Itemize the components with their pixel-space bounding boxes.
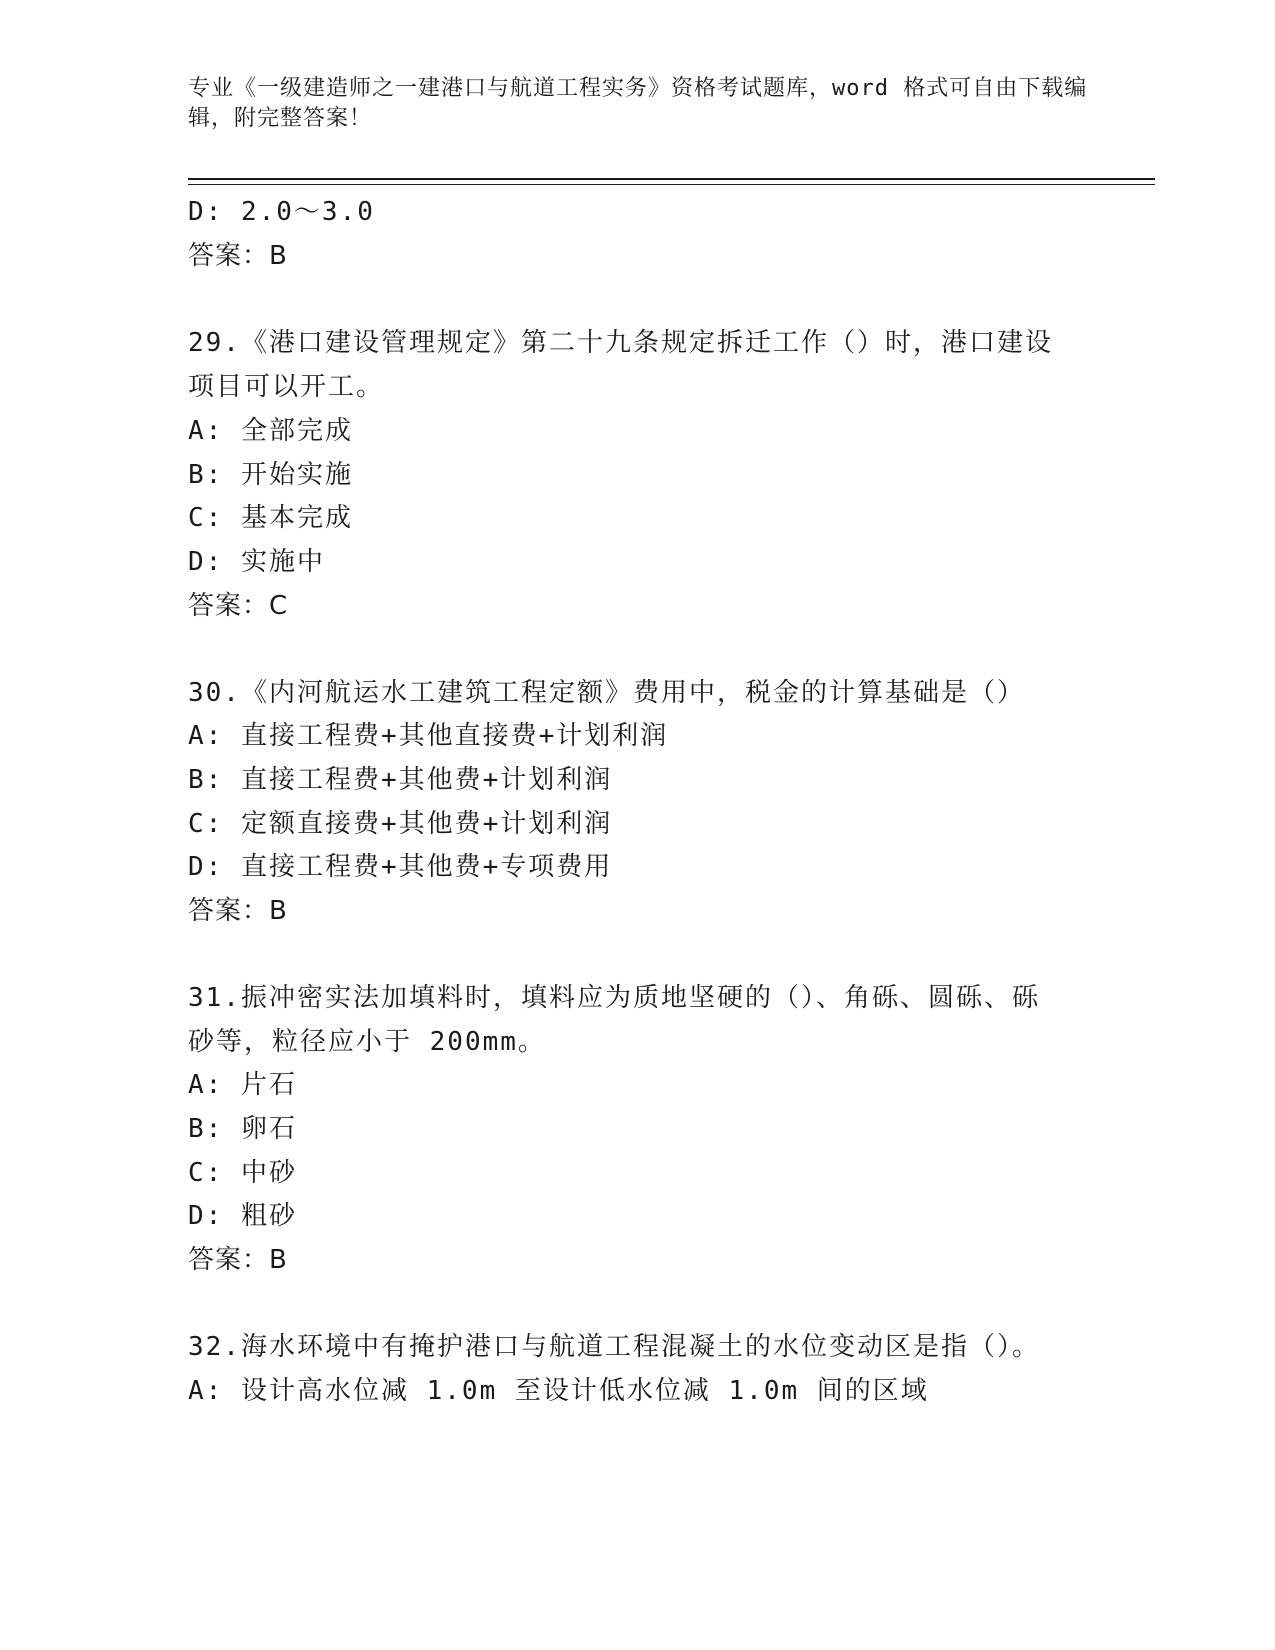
q30-option-d: D: 直接工程费+其他费+专项费用 bbox=[188, 852, 613, 882]
q30-option-b: B: 直接工程费+其他费+计划利润 bbox=[188, 765, 613, 795]
q31-option-b: B: 卵石 bbox=[188, 1114, 297, 1144]
q30-stem-line1: 30.《内河航运水工建筑工程定额》费用中，税金的计算基础是（） bbox=[188, 678, 1025, 708]
q31-stem-line1: 31.振冲密实法加填料时，填料应为质地坚硬的（）、角砾、圆砾、砾 bbox=[188, 983, 1040, 1013]
q29-stem-line1: 29.《港口建设管理规定》第二十九条规定拆迁工作（）时，港口建设 bbox=[188, 328, 1053, 358]
q29-answer: 答案：C bbox=[188, 591, 289, 621]
q29-stem-line2: 项目可以开工。 bbox=[188, 372, 385, 402]
header-rule-thick bbox=[188, 178, 1155, 180]
q29-option-b: B: 开始实施 bbox=[188, 460, 353, 490]
document-header: 专业《一级建造师之一建港口与航道工程实务》资格考试题库，word 格式可自由下载编辑，附完整答案！ bbox=[188, 76, 1088, 131]
q30-option-a: A: 直接工程费+其他直接费+计划利润 bbox=[188, 721, 669, 751]
q32-option-a: A: 设计高水位减 1.0m 至设计低水位减 1.0m 间的区域 bbox=[188, 1376, 929, 1406]
q31-answer: 答案：B bbox=[188, 1245, 288, 1275]
prev-answer: 答案：B bbox=[188, 241, 288, 271]
q31-option-a: A: 片石 bbox=[188, 1070, 297, 1100]
q30-option-c: C: 定额直接费+其他费+计划利润 bbox=[188, 809, 613, 839]
header-rule-thin bbox=[188, 184, 1155, 185]
q31-option-c: C: 中砂 bbox=[188, 1158, 297, 1188]
q30-answer: 答案：B bbox=[188, 896, 288, 926]
q31-stem-line2: 砂等，粒径应小于 200mm。 bbox=[188, 1027, 546, 1057]
q29-option-c: C: 基本完成 bbox=[188, 503, 353, 533]
q29-option-d: D: 实施中 bbox=[188, 547, 325, 577]
prev-option-d: D: 2.0～3.0 bbox=[188, 197, 375, 227]
q32-stem-line1: 32.海水环境中有掩护港口与航道工程混凝土的水位变动区是指（）。 bbox=[188, 1332, 1040, 1362]
q29-option-a: A: 全部完成 bbox=[188, 416, 353, 446]
q31-option-d: D: 粗砂 bbox=[188, 1201, 297, 1231]
